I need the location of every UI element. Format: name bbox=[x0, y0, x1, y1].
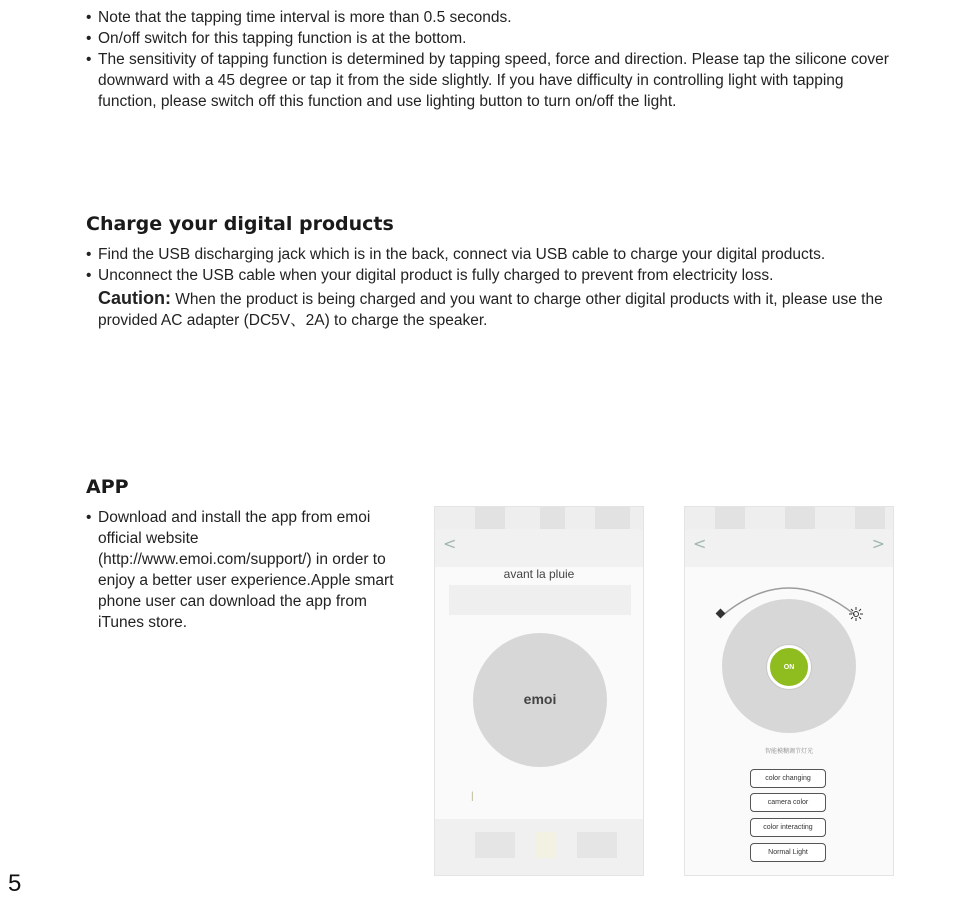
forward-arrow-icon[interactable]: > bbox=[871, 534, 885, 553]
list-item: • Unconnect the USB cable when your digital product is fully charged to prevent from electricity loss. bbox=[86, 267, 774, 284]
list-item: • Find the USB discharging jack which is in the back, connect via USB cable to charge your digital products. bbox=[86, 246, 826, 263]
back-arrow-icon[interactable]: < bbox=[693, 534, 707, 553]
app-screenshot-player bbox=[434, 506, 644, 876]
charge-heading: Charge your digital products bbox=[86, 213, 394, 235]
app-screenshot-light-control bbox=[684, 506, 894, 876]
charge-instructions bbox=[86, 244, 926, 331]
nav-bar bbox=[685, 529, 893, 567]
app-heading: APP bbox=[86, 476, 129, 498]
item-text: Note that the tapping time interval is more than 0.5 seconds. bbox=[98, 9, 512, 26]
color-changing-button[interactable]: color changing bbox=[750, 769, 826, 788]
app-instructions bbox=[86, 507, 406, 633]
emoi-circle[interactable] bbox=[473, 633, 607, 767]
tapping-instructions bbox=[86, 7, 926, 112]
song-title: avant la pluie bbox=[503, 567, 575, 581]
tab-item[interactable] bbox=[577, 832, 617, 858]
item-text: On/off switch for this tapping function is at the bottom. bbox=[98, 30, 467, 47]
brightness-high-icon[interactable] bbox=[849, 607, 863, 621]
tab-item[interactable] bbox=[535, 832, 555, 858]
item-text: Unconnect the USB cable when your digital product is fully charged to prevent from electricity loss. bbox=[98, 267, 774, 284]
list-item: • On/off switch for this tapping function is at the bottom. bbox=[86, 30, 467, 47]
list-item: • Note that the tapping time interval is more than 0.5 seconds. bbox=[86, 9, 512, 26]
normal-light-button[interactable]: Normal Light bbox=[750, 843, 826, 862]
nav-bar bbox=[435, 529, 643, 567]
item-text: The sensitivity of tapping function is determined by tapping speed, force and direction. Please tap the silicone cover downward with a 45 degree or tap it from the side slightly. If you have difficulty in controlling light with tapping function, please switch off this function and use lighting button to turn on/off the light. bbox=[98, 51, 889, 110]
back-arrow-icon[interactable]: < bbox=[443, 534, 457, 553]
list-item: • The sensitivity of tapping function is determined by tapping speed, force and direction. Please tap the silicone cover downward with a 45 degree or tap it from the side slightly. If you have difficulty in controlling light with tapping function, please switch off this function and use lighting button to turn on/off the light. bbox=[86, 51, 889, 110]
status-bar bbox=[685, 507, 893, 529]
list-item: • Download and install the app from emoi official website (http://www.emoi.com/support/) in order to enjoy a better user experience.Apple smart phone user can download the app from iTunes store. bbox=[86, 509, 394, 631]
progress-marker: | bbox=[471, 791, 474, 802]
mode-caption: 智能模糊调节灯光 bbox=[764, 749, 813, 755]
camera-color-button[interactable]: camera color bbox=[750, 793, 826, 812]
page-number: 5 bbox=[8, 870, 22, 897]
caution-label: Caution: bbox=[98, 288, 171, 308]
status-bar bbox=[435, 507, 643, 529]
item-text: Find the USB discharging jack which is in the back, connect via USB cable to charge your digital products. bbox=[98, 246, 826, 263]
color-interacting-button[interactable]: color interacting bbox=[750, 818, 826, 837]
item-text: Download and install the app from emoi official website (http://www.emoi.com/support/) in order to enjoy a better user experience.Apple smart phone user can download the app from iTunes store. bbox=[98, 509, 394, 631]
emoi-logo: emoi bbox=[523, 691, 557, 707]
tab-item[interactable] bbox=[475, 832, 515, 858]
caution-note bbox=[86, 288, 926, 331]
power-on-button[interactable]: ON bbox=[767, 645, 811, 689]
caution-text: When the product is being charged and you want to charge other digital products with it, please use the provided AC adapter (DC5V、2A) to charge the speaker. bbox=[98, 291, 883, 329]
